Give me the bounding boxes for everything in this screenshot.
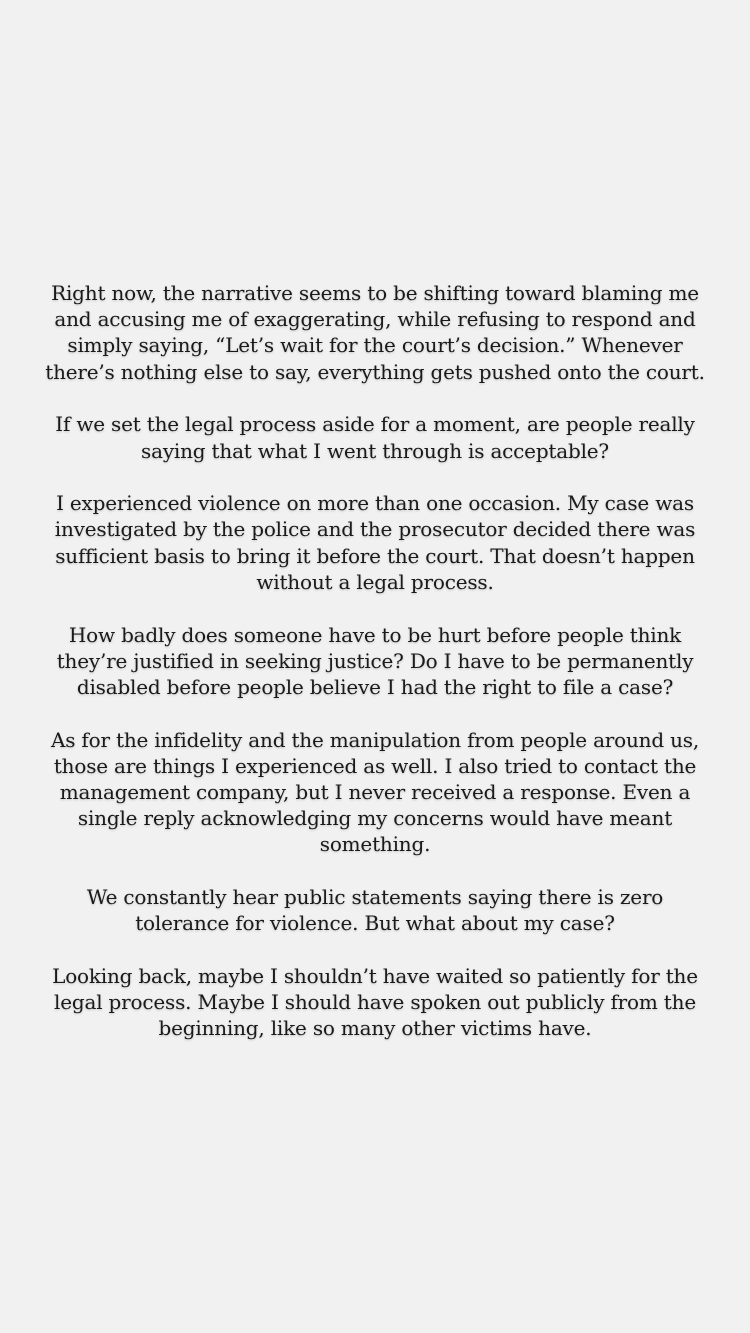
paragraph-looking-back: Looking back, maybe I shouldn’t have waited so patiently for the legal process. Maybe I should have spoken out publicly from the beginning, like so many other victims have. <box>52 964 698 1041</box>
paragraph-seeking-justice: How badly does someone have to be hurt before people think they’re justified in seeking justice? Do I have to be permanently disabled before people believe I had the right to file a case? <box>56 622 694 699</box>
story-text-block <box>0 280 750 1042</box>
paragraph-violence-investigation: I experienced violence on more than one occasion. My case was investigated by the police and the prosecutor decided there was sufficient basis to bring it before the court. That doesn’t happen without a legal process. <box>54 491 696 594</box>
paragraph-zero-tolerance: We constantly hear public statements saying there is zero tolerance for violence. But what about my case? <box>86 885 664 936</box>
paragraph-infidelity-management: As for the infidelity and the manipulation from people around us, those are things I experienced as well. I also tried to contact the management company, but I never received a response. Even a single reply acknowledging my concerns would have meant something. <box>50 727 700 857</box>
paragraph-court-narrative: Right now, the narrative seems to be shifting toward blaming me and accusing me of exaggerating, while refusing to respond and simply saying, “Let’s wait for the court’s decision.” Whenever there’s nothing else to say, everything gets pushed onto the court. <box>45 281 705 384</box>
paragraph-legal-process-aside: If we set the legal process aside for a moment, are people really saying that what I went through is acceptable? <box>55 412 695 463</box>
